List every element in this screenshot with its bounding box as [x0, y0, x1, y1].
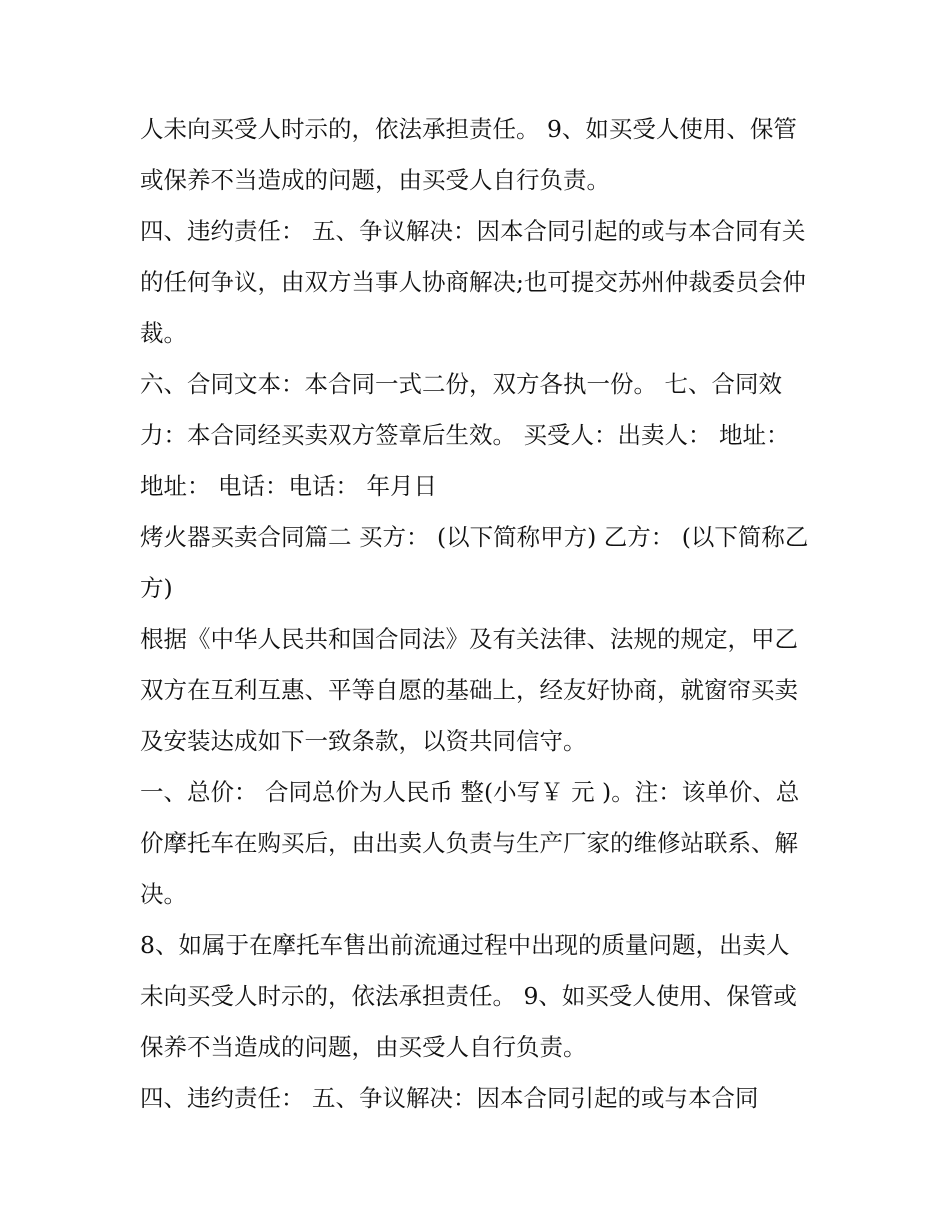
paragraph: 六、合同文本：本合同一式二份，双方各执一份。 七、合同效力：本合同经买卖双方签章后生效。 买受人：出卖人： 地址：地址： 电话：电话： 年月日 [140, 370, 790, 500]
paragraph: 一、总价： 合同总价为人民币 整(小写￥ 元 )。注：该单价、总价摩托车在购买后，由出卖人负责与生产厂家的维修站联系、解决。 [140, 778, 800, 908]
paragraph: 人未向买受人时示的，依法承担责任。 9、如买受人使用、保管或保养不当造成的问题，由买受人自行负责。 [140, 115, 797, 194]
paragraph: 8、如属于在摩托车售出前流通过程中出现的质量问题，出卖人未向买受人时示的，依法承担责任。 9、如买受人使用、保管或保养不当造成的问题，由买受人自行负责。 [140, 931, 797, 1061]
paragraph: 四、违约责任： 五、争议解决：因本合同引起的或与本合同 [140, 1084, 759, 1112]
paragraph: 四、违约责任： 五、争议解决：因本合同引起的或与本合同有关的任何争议，由双方当事人协商解决;也可提交苏州仲裁委员会仲裁。 [140, 217, 806, 347]
paragraph: 烤火器买卖合同篇二 买方： (以下简称甲方) 乙方： (以下简称乙方) [140, 523, 809, 602]
document-body [140, 104, 812, 1124]
paragraph: 根据《中华人民共和国合同法》及有关法律、法规的规定，甲乙双方在互利互惠、平等自愿的基础上，经友好协商，就窗帘买卖及安装达成如下一致条款，以资共同信守。 [140, 625, 798, 755]
